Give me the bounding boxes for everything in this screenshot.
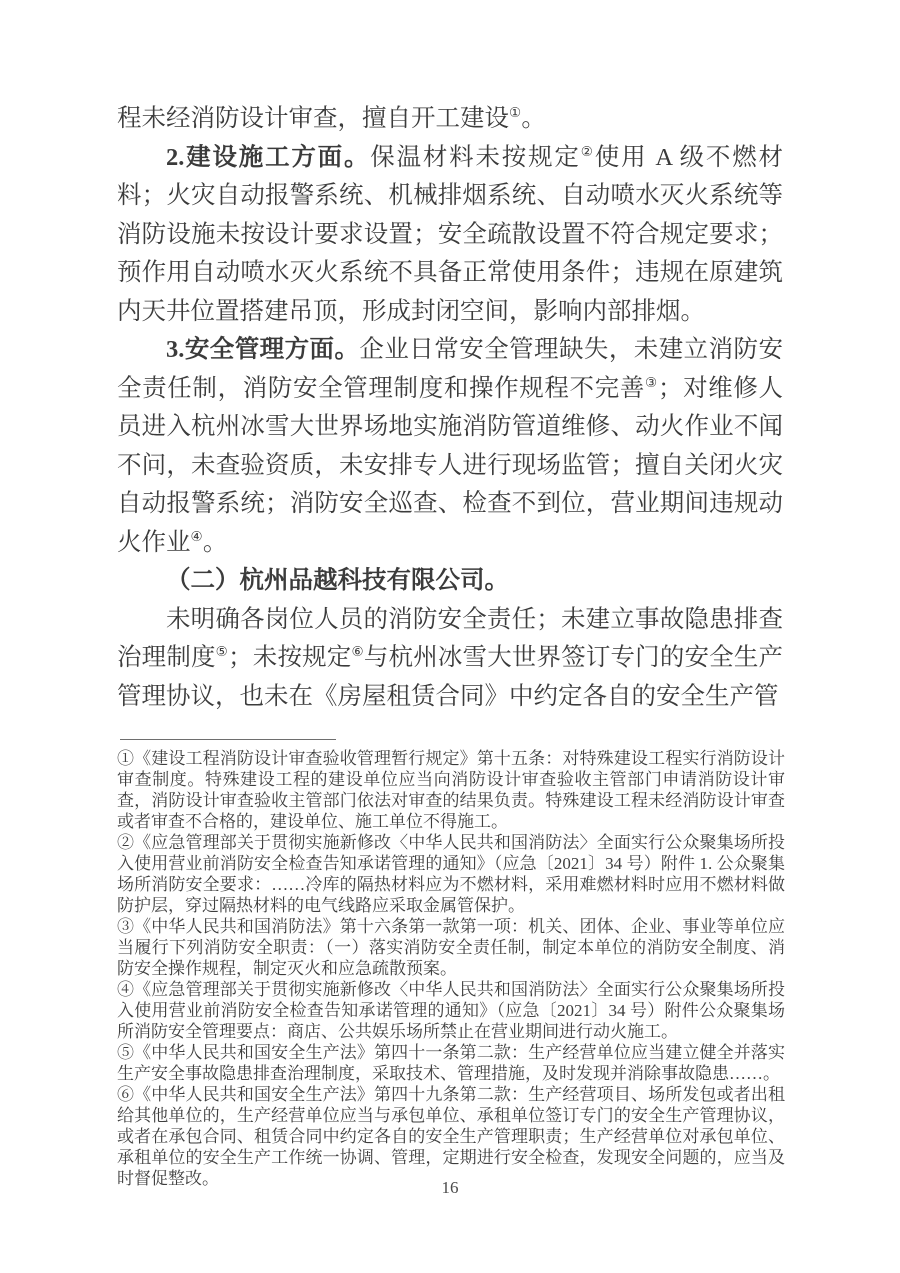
page-number: 16 bbox=[441, 1178, 459, 1197]
section-heading-company bbox=[117, 562, 783, 601]
paragraph-text: 程未经消防设计审查，擅自开工建设①。 bbox=[117, 104, 546, 132]
paragraph-continued bbox=[117, 100, 783, 139]
paragraph-company-violations bbox=[117, 601, 783, 717]
paragraph-construction bbox=[117, 139, 783, 332]
paragraph-text: 保温材料未按规定②使用 A 级不燃材料；火灾自动报警系统、机械排烟系统、自动喷水灭火系统等消防设施未按设计要求设置；安全疏散设置不符合规定要求；预作用自动喷水灭火系统不具备正常使用条件；违规在原建筑内天井位置搭建吊顶，形成封闭空间，影响内部排烟。 bbox=[117, 143, 783, 325]
paragraph-lead: 2.建设施工方面。 bbox=[166, 143, 371, 171]
footnote-6: ⑥《中华人民共和国安全生产法》第四十九条第二款：生产经营项目、场所发包或者出租给其他单位的，生产经营单位应当与承包单位、承租单位签订专门的安全生产管理协议，或者在承包合同、租赁合同中约定各自的安全生产管理职责；生产经营单位对承包单位、承租单位的安全生产工作统一协调、管理，定期进行安全检查，发现安全问题的，应当及时督促整改。 bbox=[117, 1085, 785, 1188]
footnote-5: ⑤《中华人民共和国安全生产法》第四十一条第二款：生产经营单位应当建立健全并落实生产安全事故隐患排查治理制度，采取技术、管理措施，及时发现并消除事故隐患……。 bbox=[117, 1043, 785, 1083]
footnote-separator bbox=[120, 739, 336, 740]
paragraph-lead: （二）杭州品越科技有限公司。 bbox=[166, 567, 509, 594]
paragraph-text: 未明确各岗位人员的消防安全责任；未建立事故隐患排查治理制度⑤；未按规定⑥与杭州冰雪大世界签订专门的安全生产管理协议，也未在《房屋租赁合同》中约定各自的安全生产管 bbox=[117, 605, 783, 710]
footnotes bbox=[117, 748, 785, 1189]
paragraph-safety-management bbox=[117, 331, 783, 562]
body-text bbox=[117, 100, 783, 716]
paragraph-lead: 3.安全管理方面。 bbox=[166, 336, 360, 363]
paragraph-text: 企业日常安全管理缺失，未建立消防安全责任制，消防安全管理制度和操作规程不完善③；对维修人员进入杭州冰雪大世界场地实施消防管道维修、动火作业不闻不问，未查验资质，未安排专人进行现场监管；擅自关闭火灾自动报警系统；消防安全巡查、检查不到位，营业期间违规动火作业④。 bbox=[117, 336, 784, 556]
footnote-2: ②《应急管理部关于贯彻实施新修改〈中华人民共和国消防法〉全面实行公众聚集场所投入使用营业前消防安全检查告知承诺管理的通知》（应急〔2021〕34 号）附件 1. 公众聚集场所消防安全要求：……冷库的隔热材料应为不燃材料，采用难燃材料时应用不燃材料做防护层，穿过隔热材料的电气线路应采取金属管保护。 bbox=[117, 833, 785, 915]
footnote-4: ④《应急管理部关于贯彻实施新修改〈中华人民共和国消防法〉全面实行公众聚集场所投入使用营业前消防安全检查告知承诺管理的通知》（应急〔2021〕34 号）附件公众聚集场所消防安全管理要点：商店、公共娱乐场所禁止在营业期间进行动火施工。 bbox=[117, 980, 785, 1041]
footnote-1: ①《建设工程消防设计审查验收管理暂行规定》第十五条：对特殊建设工程实行消防设计审查制度。特殊建设工程的建设单位应当向消防设计审查验收主管部门申请消防设计审查，消防设计审查验收主管部门依法对审查的结果负责。特殊建设工程未经消防设计审查或者审查不合格的，建设单位、施工单位不得施工。 bbox=[117, 749, 785, 831]
footnote-3: ③《中华人民共和国消防法》第十六条第一款第一项：机关、团体、企业、事业等单位应当履行下列消防安全职责：（一）落实消防安全责任制，制定本单位的消防安全制度、消防安全操作规程，制定灭火和应急疏散预案。 bbox=[117, 917, 785, 978]
